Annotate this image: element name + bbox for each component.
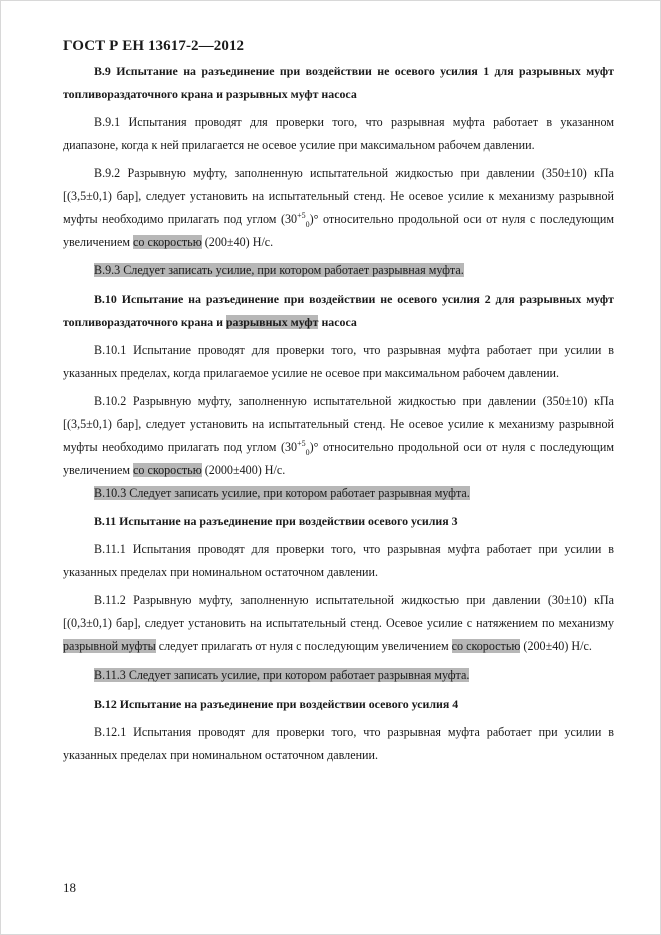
section-b10-heading xyxy=(63,288,614,334)
angle-tolerance-lower: 0 xyxy=(305,220,310,229)
angle-tolerance-lower: 0 xyxy=(305,448,310,457)
paragraph-b10-2 xyxy=(63,390,614,482)
paragraph-b9-1: В.9.1 Испытания проводят для проверки того, что разрывная муфта работает в указанном диапазоне, когда к ней прилагается не осевое усилие при максимальном рабочем давлении. xyxy=(63,115,614,152)
paragraph-b10-1: В.10.1 Испытание проводят для проверки того, что разрывная муфта работает при усилии в указанных пределах, когда прилагаемое усилие не осевое при максимальном рабочем давлении. xyxy=(63,343,614,380)
paragraph-b9-3 xyxy=(63,259,614,282)
text-fragment: В.10.2 Разрывную муфту, заполненную испытательной жидкостью при давлении (350±10) кПа [(3,5±0,1) бар], следует установить на испытательный стенд. Не осевое усилие к механизму разрывной муфты необходимо прилагать под углом (30 xyxy=(63,394,614,454)
paragraph-b12-1: В.12.1 Испытания проводят для проверки того, что разрывная муфта работает при усилии в указанных пределах при номинальном остаточном давлении. xyxy=(63,725,614,762)
highlighted-text: разрывной муфты xyxy=(63,639,156,653)
highlighted-text: В.10.3 Следует записать усилие, при котором работает разрывная муфта. xyxy=(94,486,470,500)
page-number: 18 xyxy=(63,880,76,895)
text-fragment: В.9.2 Разрывную муфту, заполненную испытательной жидкостью при давлении (350±10) кПа [(3,5±0,1) бар], следует установить на испытательный стенд. Не осевое усилие к механизму разрывной муфты необходимо прилагать под углом (30 xyxy=(63,166,614,226)
highlighted-text: со скоростью xyxy=(133,463,202,477)
paragraph-b11-1: В.11.1 Испытания проводят для проверки того, что разрывная муфта работает при усилии в указанных пределах при номинальном остаточном давлении. xyxy=(63,542,614,579)
paragraph-b10-3 xyxy=(63,482,614,505)
highlighted-text: В.9.3 Следует записать усилие, при котором работает разрывная муфта. xyxy=(94,263,464,277)
text-fragment: )° относительно продольной оси от нуля с последующим увеличением xyxy=(63,212,614,249)
section-b12-heading: В.12 Испытание на разъединение при воздействии осевого усилия 4 xyxy=(94,697,459,711)
section-b9-heading: В.9 Испытание на разъединение при воздействии не осевого усилия 1 для разрывных муфт топливораздаточного крана и разрывных муфт насоса xyxy=(63,64,614,101)
highlighted-text: разрывных муфт xyxy=(225,315,319,329)
text-fragment: )° относительно продольной оси от нуля с последующим увеличением xyxy=(63,440,614,477)
angle-tolerance-upper: +5 xyxy=(297,211,306,220)
paragraph-b9-2 xyxy=(63,162,614,254)
text-fragment: (200±40) Н/с. xyxy=(204,235,274,249)
document-header: ГОСТ Р ЕН 13617-2—2012 xyxy=(63,38,245,54)
text-fragment: В.10 Испытание на разъединение при воздействии не осевого усилия 2 для разрывных муфт топливораздаточного крана и xyxy=(63,292,614,329)
text-fragment: следует прилагать от нуля с последующим увеличением xyxy=(158,639,449,653)
highlighted-text: В.11.3 Следует записать усилие, при котором работает разрывная муфта. xyxy=(94,668,470,682)
paragraph-b11-3 xyxy=(63,664,614,687)
angle-tolerance-upper: +5 xyxy=(297,439,306,448)
highlighted-text: со скоростью xyxy=(451,639,521,653)
text-fragment: В.11.2 Разрывную муфту, заполненную испытательной жидкостью при давлении (30±10) кПа [(0,3±0,1) бар], следует установить на испытательный стенд. Осевое усилие с натяжением по механизму xyxy=(63,593,614,630)
text-fragment: (200±40) Н/с. xyxy=(523,639,592,653)
document-body xyxy=(63,60,614,767)
section-b11-heading: В.11 Испытание на разъединение при воздействии осевого усилия 3 xyxy=(94,514,458,528)
highlighted-text: со скоростью xyxy=(133,235,202,249)
text-fragment: насоса xyxy=(321,315,357,329)
paragraph-b11-2 xyxy=(63,589,614,658)
text-fragment: (2000±400) Н/с. xyxy=(204,463,286,477)
